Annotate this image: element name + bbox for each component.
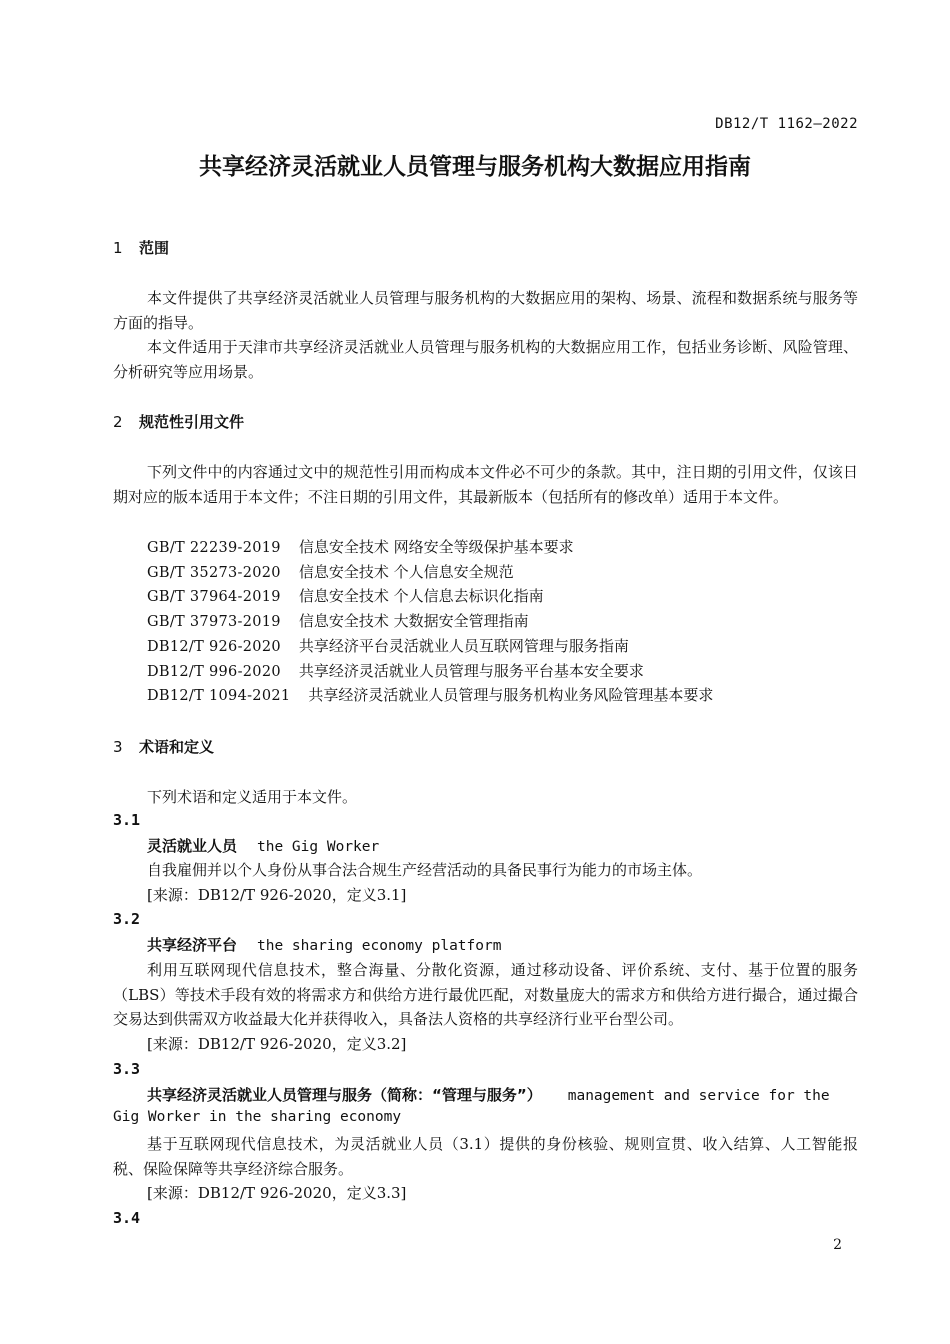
term-number: 3.4	[113, 1209, 141, 1227]
reference-code: GB/T 35273-2020	[147, 565, 281, 581]
reference-name: 信息安全技术 个人信息去标识化指南	[298, 587, 544, 605]
reference-name: 共享经济灵活就业人员管理与服务机构业务风险管理基本要求	[308, 686, 714, 704]
section-title: 范围	[139, 239, 170, 257]
reference-code: DB12/T 926-2020	[147, 639, 281, 655]
reference-item	[147, 684, 713, 705]
section-number: 3	[113, 738, 123, 756]
reference-code: GB/T 22239-2019	[147, 540, 281, 556]
section-1-paragraph-1: 本文件提供了共享经济灵活就业人员管理与服务机构的大数据应用的架构、场景、流程和数据系统与服务等方面的指导。	[113, 289, 858, 332]
page-number: 2	[833, 1237, 842, 1253]
term-definition: 利用互联网现代信息技术，整合海量、分散化资源，通过移动设备、评价系统、支付、基于位置的服务（LBS）等技术手段有效的将需求方和供给方进行最优匹配，对数量庞大的需求方和供给方进行撮合，通过撮合交易达到供需双方收益最大化并获得收入，具备法人资格的共享经济行业平台型公司。	[113, 961, 858, 1028]
section-3-intro: 下列术语和定义适用于本文件。	[147, 788, 358, 806]
term-number: 3.1	[113, 811, 141, 829]
reference-item	[147, 561, 514, 582]
section-2-intro: 下列文件中的内容通过文中的规范性引用而构成本文件必不可少的条款。其中，注日期的引用文件，仅该日期对应的版本适用于本文件；不注日期的引用文件，其最新版本（包括所有的修改单）适用于本文件。	[113, 463, 858, 506]
document-title: 共享经济灵活就业人员管理与服务机构大数据应用指南	[199, 154, 751, 180]
reference-name: 信息安全技术 个人信息安全规范	[298, 563, 514, 581]
term-heading	[147, 1084, 830, 1105]
reference-item	[147, 610, 529, 631]
term-source: [来源：DB12/T 926-2020，定义3.3]	[147, 1184, 407, 1202]
term-definition: 自我雇佣并以个人身份从事合法合规生产经营活动的具备民事行为能力的市场主体。	[147, 861, 703, 879]
reference-item	[147, 585, 544, 606]
term-english: the Gig Worker	[257, 839, 380, 855]
section-title: 规范性引用文件	[139, 413, 245, 431]
term-english: the sharing economy platform	[257, 938, 502, 954]
term-heading	[147, 835, 379, 856]
term-number: 3.3	[113, 1060, 141, 1078]
reference-code: GB/T 37964-2019	[147, 589, 281, 605]
section-number: 2	[113, 413, 123, 431]
section-1-paragraph-2: 本文件适用于天津市共享经济灵活就业人员管理与服务机构的大数据应用工作，包括业务诊断、风险管理、分析研究等应用场景。	[113, 338, 858, 381]
term-english: management and service for the	[567, 1088, 830, 1104]
reference-name: 共享经济平台灵活就业人员互联网管理与服务指南	[298, 637, 629, 655]
reference-code: DB12/T 996-2020	[147, 664, 281, 680]
standard-code: DB12/T 1162—2022	[715, 116, 858, 132]
reference-item	[147, 635, 629, 656]
reference-name: 信息安全技术 网络安全等级保护基本要求	[298, 538, 574, 556]
term-chinese: 共享经济平台	[147, 936, 238, 954]
reference-code: GB/T 37973-2019	[147, 614, 281, 630]
reference-item	[147, 536, 574, 557]
term-source: [来源：DB12/T 926-2020，定义3.1]	[147, 886, 407, 904]
section-number: 1	[113, 239, 123, 257]
reference-name: 共享经济灵活就业人员管理与服务平台基本安全要求	[298, 662, 644, 680]
reference-name: 信息安全技术 大数据安全管理指南	[298, 612, 529, 630]
term-chinese: 灵活就业人员	[147, 837, 238, 855]
section-1-heading	[113, 237, 169, 258]
term-number: 3.2	[113, 910, 141, 928]
reference-item	[147, 660, 644, 681]
term-heading	[147, 934, 501, 955]
reference-code: DB12/T 1094-2021	[147, 688, 291, 704]
term-source: [来源：DB12/T 926-2020，定义3.2]	[147, 1035, 407, 1053]
term-english-continued: Gig Worker in the sharing economy	[113, 1109, 402, 1125]
term-definition: 基于互联网现代信息技术，为灵活就业人员（3.1）提供的身份核验、规则宣贯、收入结算、人工智能报税、保险保障等共享经济综合服务。	[113, 1135, 858, 1178]
section-2-heading	[113, 411, 244, 432]
section-3-heading	[113, 736, 214, 757]
term-chinese: 共享经济灵活就业人员管理与服务（简称：“管理与服务”）	[147, 1086, 542, 1104]
section-title: 术语和定义	[139, 738, 215, 756]
